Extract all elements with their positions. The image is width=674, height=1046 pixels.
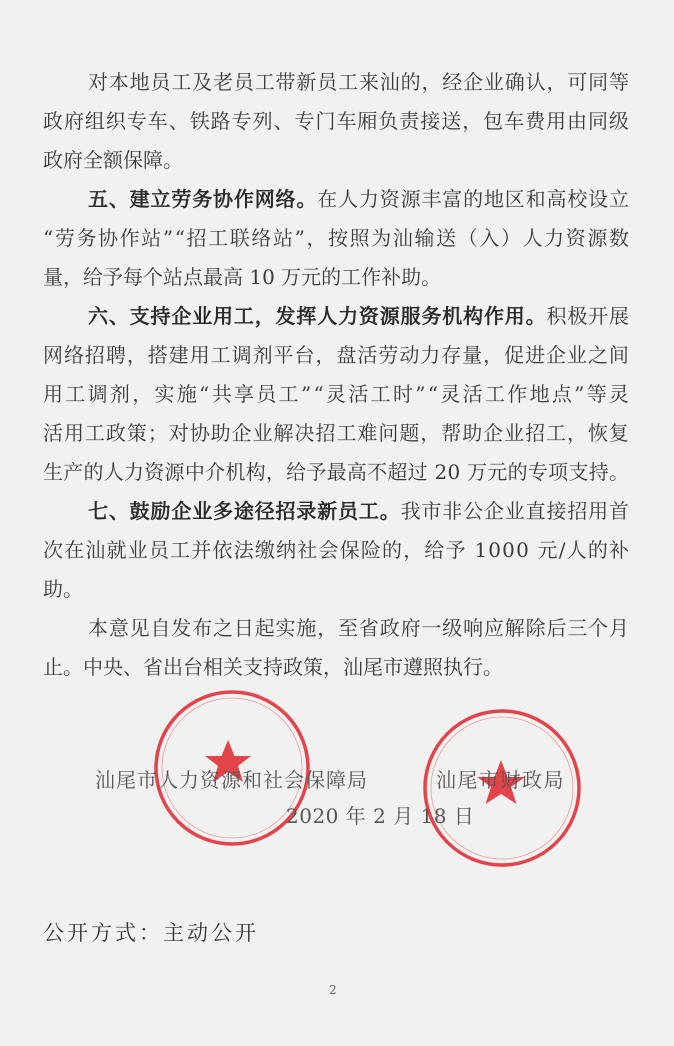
body-text: 用工调剂，实施“共享员工”“灵活工时”“灵活工作地点”等灵 bbox=[43, 382, 632, 406]
body-text: 助。 bbox=[43, 577, 83, 601]
body-text: “劳务协作站”“招工联络站”，按照为汕输送（入）人力资源数 bbox=[43, 226, 631, 250]
body-text: 在人力资源丰富的地区和高校设立 bbox=[317, 187, 630, 211]
section-heading: 五、建立劳务协作网络。 bbox=[88, 187, 318, 211]
body-text: 止。中央、省出台相关支持政策，汕尾市遵照执行。 bbox=[43, 655, 503, 679]
body-text: 生产的人力资源中介机构，给予最高不超过 20 万元的专项支持。 bbox=[43, 460, 630, 484]
body-text: 本意见自发布之日起实施，至省政府一级响应解除后三个月 bbox=[88, 616, 630, 640]
signature-org-hr: 汕尾市人力资源和社会保障局 bbox=[95, 768, 368, 792]
body-text: 政府全额保障。 bbox=[43, 148, 183, 172]
signature-org-finance: 汕尾市财政局 bbox=[436, 768, 565, 792]
body-text: 积极开展 bbox=[546, 304, 630, 328]
body-text: 量，给予每个站点最高 10 万元的工作补助。 bbox=[43, 265, 442, 289]
page-number: 2 bbox=[329, 983, 337, 997]
signature-date: 2020 年 2 月 18 日 bbox=[286, 804, 475, 828]
section-heading: 七、鼓励企业多途径招录新员工。 bbox=[88, 499, 401, 523]
body-text: 次在汕就业员工并依法缴纳社会保险的，给予 1000 元/人的补 bbox=[43, 538, 631, 562]
body-text: 活用工政策；对协助企业解决招工难问题，帮助企业招工，恢复 bbox=[43, 421, 630, 445]
body-text: 我市非公企业直接招用首 bbox=[400, 499, 630, 523]
publication-method: 公开方式：主动公开 bbox=[43, 921, 259, 945]
body-text: 网络招聘，搭建用工调剂平台，盘活劳动力存量，促进企业之间 bbox=[43, 343, 630, 367]
body-text: 对本地员工及老员工带新员工来汕的，经企业确认，可同等 bbox=[88, 70, 630, 94]
body-text: 政府组织专车、铁路专列、专门车厢负责接送，包车费用由同级 bbox=[43, 109, 630, 133]
section-heading: 六、支持企业用工，发挥人力资源服务机构作用。 bbox=[88, 304, 547, 328]
